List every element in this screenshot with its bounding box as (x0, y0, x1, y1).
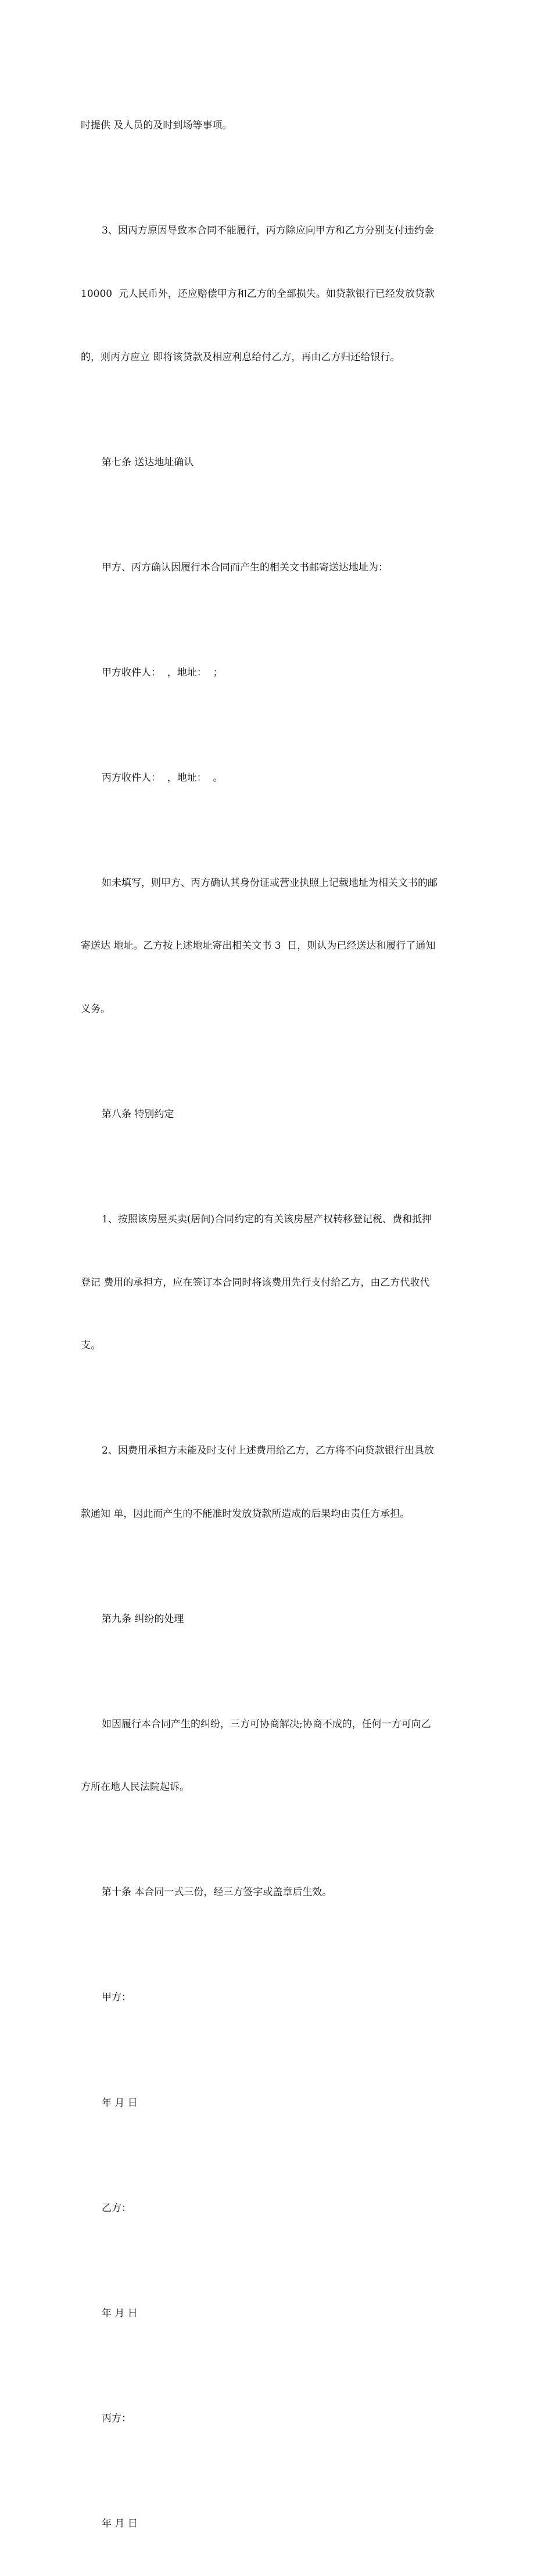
text-line: 丙方： (102, 2412, 131, 2424)
paragraph-special-clause-1 (81, 1167, 471, 1398)
text-line: 方所在地人民法院起诉。 (81, 1781, 189, 1793)
article-7-heading (81, 410, 471, 515)
text-line: 年 月 日 (102, 2097, 138, 2109)
text-line: 义务。 (81, 1003, 110, 1015)
text-line: 2、因费用承担方未能及时支付上述费用给乙方，乙方将不向贷款银行出具放 (102, 1445, 434, 1457)
text-line: 如未填写，则甲方、丙方确认其身份证或营业执照上记载地址为相关文书的邮 (102, 877, 438, 889)
text-line: 甲方： (102, 1992, 131, 2004)
text-line: 登记 费用的承担方，应在签订本合同时将该费用先行支付给乙方，由乙方代收代 (81, 1276, 430, 1289)
text-line: 年 月 日 (102, 2307, 138, 2319)
article-8-heading (81, 1062, 471, 1167)
paragraph-continuation (81, 73, 471, 178)
signature-party-b-label (81, 2155, 471, 2261)
party-c-recipient-line (81, 725, 471, 830)
paragraph-dispute-resolution (81, 1671, 471, 1840)
text-line: 支。 (81, 1340, 101, 1352)
text-line: 时提供 及人员的及时到场等事项。 (81, 120, 232, 132)
text-line: 第八条 特别约定 (102, 1108, 174, 1120)
text-line: 丙方收件人： ，地址： 。 (102, 772, 223, 784)
text-line: 款通知 单，因此而产生的不能准时发放贷款所造成的后果均由责任方承担。 (81, 1508, 410, 1520)
paragraph-default-address (81, 830, 471, 1061)
text-line: 年 月 日 (102, 2517, 138, 2530)
signature-party-b-date (81, 2261, 471, 2366)
text-line: 的，则丙方应立 即将该贷款及相应利息给付乙方，再由乙方归还给银行。 (81, 351, 400, 363)
text-line: 1、按照该房屋买卖(居间)合同约定的有关该房屋产权转移登记税、费和抵押 (102, 1213, 432, 1225)
text-line: 甲方收件人： ，地址： ； (102, 666, 223, 679)
text-line: 如因履行本合同产生的纠纷，三方可协商解决;协商不成的，任何一方可向乙 (102, 1718, 431, 1730)
paragraph-special-clause-2 (81, 1398, 471, 1567)
text-line: 寄送达 地址。乙方按上述地址寄出相关文书 3 日，则认为已经送达和履行了通知 (81, 940, 436, 952)
contract-body (81, 73, 471, 2576)
signature-party-a-date (81, 2050, 471, 2155)
text-line: 3、因丙方原因导致本合同不能履行，丙方除应向甲方和乙方分别支付违约金 (102, 225, 434, 237)
text-line: 10000 元人民币外，还应赔偿甲方和乙方的全部损失。如贷款银行已经发放贷款 (81, 288, 435, 300)
article-9-heading (81, 1566, 471, 1671)
signature-party-c-label (81, 2366, 471, 2471)
text-line: 甲方、丙方确认因履行本合同而产生的相关文书邮寄送达地址为： (102, 561, 388, 573)
paragraph-address-confirmation (81, 515, 471, 620)
text-line: 第十条 本合同一式三份，经三方签字或盖章后生效。 (102, 1886, 332, 1899)
text-line: 乙方： (102, 2202, 131, 2214)
signature-party-a-label (81, 1945, 471, 2050)
party-a-recipient-line (81, 620, 471, 725)
paragraph-breach-clause-3 (81, 178, 471, 410)
article-10-heading (81, 1840, 471, 1945)
text-line: 第七条 送达地址确认 (102, 456, 194, 468)
signature-party-c-date (81, 2471, 471, 2576)
text-line: 第九条 纠纷的处理 (102, 1613, 184, 1625)
